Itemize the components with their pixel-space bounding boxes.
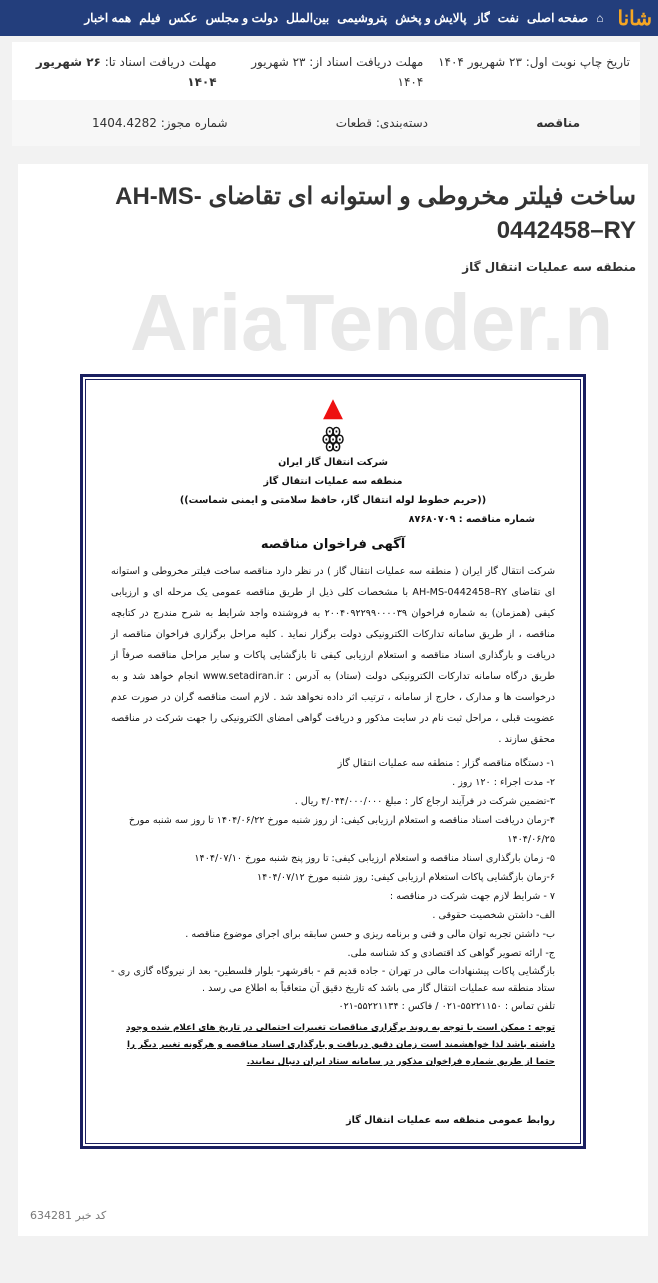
page-title: ساخت فیلتر مخروطی و استوانه ای تقاضای AH-MS-0442458–RY <box>115 183 636 244</box>
notice-note: توجه : ممکن است با توجه به روند برگزاری مناقصات تغییرات احتمالی در تاریخ های اعلام شده وجود داشته باشد لذا خواهشمند است زمان دقیق دریافت و بارگذاری اسناد مناقصه و هرگونه تغییر دیگر را حتما از طریق شماره فراخوان مذکور در سامانه ستاد ایران دنبال نمایند. <box>126 1023 555 1067</box>
notice-item: ۱- دستگاه مناقصه گزار : منطقه سه عملیات انتقال گاز <box>337 758 555 769</box>
article-card <box>18 164 648 1236</box>
site-logo[interactable]: شانا <box>617 7 652 30</box>
tender-type: مناقصه <box>536 116 580 130</box>
notice-item: ب- داشتن تجربه توان مالی و فنی و برنامه ریزی و حسن سابقه برای اجرای موضوع مناقصه . <box>185 929 555 940</box>
notice-item: ۶-زمان بازگشایی پاکات استعلام ارزیابی کیفی: روز شنبه مورخ ۱۴۰۴/۰۷/۱۲ <box>257 872 555 883</box>
notice-item: ۷ - شرایط لازم جهت شرکت در مناقصه : <box>389 891 555 902</box>
gas-company-logo-icon: ▲ ꙮ <box>321 393 345 453</box>
notice-item: الف- داشتن شخصیت حقوقی . <box>432 910 555 921</box>
tender-info <box>12 42 640 146</box>
notice-item: ۵- زمان بارگذاری اسناد مناقصه و استعلام ارزیابی کیفی: تا روز پنج شنبه مورخ ۱۴۰۴/۰۷/۱۰ <box>194 853 555 864</box>
doc-to-label: مهلت دریافت اسناد تا: <box>100 55 217 69</box>
company-name: شرکت انتقال گاز ایران <box>278 457 388 468</box>
nav-item-photo[interactable]: عکس <box>168 11 198 25</box>
nav-item-government[interactable]: دولت و مجلس <box>205 11 279 25</box>
notice-item: ۳-تضمین شرکت در فرآیند ارجاع کار : مبلغ ۴/۰۴۴/۰۰۰/۰۰۰ ریال . <box>294 796 555 807</box>
region-name: منطقه سه عملیات انتقال گاز <box>263 476 403 487</box>
doc-to-value: ۲۶ شهریور ۱۴۰۴ <box>35 55 217 89</box>
opening-info: بازگشایی پاکات پیشنهادات مالی در تهران - جاده قدیم قم - باقرشهر- بلوار فلسطین- بعد از نیروگاه گازی ری - ستاد منطقه سه عملیات انتقال گاز می باشد که تاریخ دقیق آن متعاقباً به اطلاع می رسد . <box>111 966 555 994</box>
notice-item: ۴-زمان دریافت اسناد مناقصه و استعلام ارزیابی کیفی: از روز شنبه مورخ ۱۴۰۴/۰۶/۲۲ تا روز سه شنبه مورخ ۱۴۰۴/۰۶/۲۵ <box>128 815 555 845</box>
print-date: تاریخ چاپ نوبت اول: ۲۳ شهریور ۱۴۰۴ <box>438 55 630 69</box>
nav-item-gas[interactable]: گاز <box>474 11 490 25</box>
slogan: ((حریم خطوط لوله انتقال گاز، حافظ سلامتی و ایمنی شماست)) <box>179 495 487 506</box>
category: دسته‌بندی: قطعات <box>335 116 428 130</box>
nav-item-all-news[interactable]: همه اخبار <box>84 11 132 25</box>
notice-signature: روابط عمومی منطقه سه عملیات انتقال گاز <box>346 1115 555 1126</box>
nav-item-oil[interactable]: نفت <box>497 11 519 25</box>
watermark: AriaTender.n <box>130 278 614 367</box>
subtitle: منطقه سه عملیات انتقال گاز <box>462 260 636 274</box>
tender-number: شماره مناقصه : ۸۷۶۸۰۷۰۹ <box>408 514 535 525</box>
home-icon[interactable]: ⌂ <box>596 11 604 25</box>
notice-items <box>111 754 555 963</box>
nav-item-international[interactable]: بین‌الملل <box>286 11 330 25</box>
tender-notice-image <box>80 374 586 1149</box>
nav-item-petrochemical[interactable]: پتروشیمی <box>337 11 388 25</box>
news-code: کد خبر 634281 <box>30 1209 107 1222</box>
contact-phone: تلفن تماس : ۵۵۲۲۱۱۵۰-۰۲۱ / فاکس : ۵۵۲۲۱۱۳۴-۰۲۱ <box>338 1001 555 1012</box>
notice-item: ۲- مدت اجراء : ۱۲۰ روز . <box>452 777 555 788</box>
nav-item-home[interactable]: صفحه اصلی <box>526 11 589 25</box>
notice-item: ج- ارائه تصویر گواهی کد اقتصادی و کد شناسه ملی. <box>347 948 555 959</box>
license-number: شماره مجوز: 1404.4282 <box>92 116 228 130</box>
notice-heading: آگهی فراخوان مناقصه <box>260 537 406 552</box>
nav-item-refining[interactable]: پالایش و پخش <box>395 11 467 25</box>
notice-intro: شرکت انتقال گاز ایران ( منطقه سه عملیات انتقال گاز ) در نظر دارد مناقصه ساخت فیلتر مخروطی و استوانه ای تقاضای AH-MS-0442458–RY با مشخصات کلی ذیل از طریق مناقصه عمومی یک مرحله ای و ارزیابی کیفی (همزمان) به شماره فراخوان ۲۰۰۴۰۹۲۲۹۹۰۰۰۰۳۹ به فروشنده واجد شرایط به شرح مندرج در کتابچه مناقصه ، از طریق سامانه تدارکات الکترونیکی دولت برگزار نماید . کلیه مراحل برگزاری فراخوان مناقصه از دریافت و بارگذاری اسناد مناقصه و استعلام ارزیابی کیفی تا بازگشایی پاکات و سایر مراحل مناقصه صرفاً از طریق درگاه سامانه تدارکات الکترونیکی دولت (ستاد) به آدرس : www.setadiran.ir انجام خواهد شد و به درخواست ها و مدارک ، خارج از سامانه ، ترتیب اثر داده نخواهد شد . لازم است مناقصه گران در صورت عدم عضویت قبلی ، مراحل ثبت نام در سایت مذکور و دریافت گواهی امضای الکترونیکی را جهت شرکت در مناقصه محقق سازند . <box>111 566 556 745</box>
top-nav <box>0 0 658 36</box>
nav-item-film[interactable]: فیلم <box>139 11 161 25</box>
doc-to <box>22 52 217 94</box>
doc-from: مهلت دریافت اسناد از: ۲۳ شهریور ۱۴۰۴ <box>251 55 424 89</box>
